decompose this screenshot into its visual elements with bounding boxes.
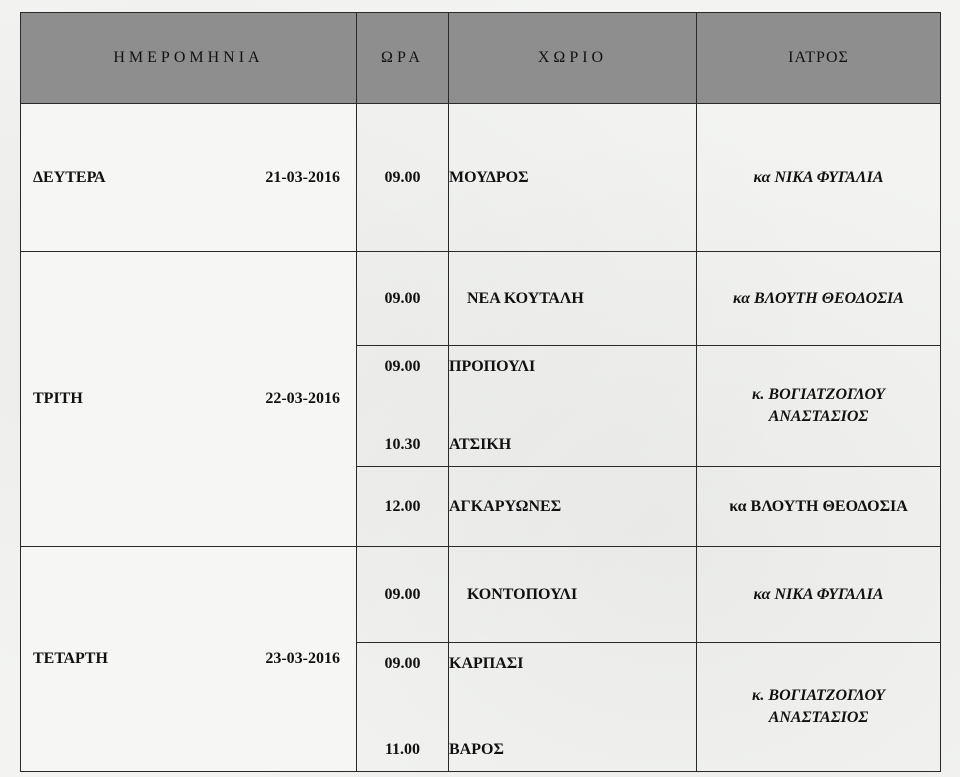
- village-cell: ΜΟΥΔΡΟΣ: [449, 104, 697, 252]
- village-cell: ΑΓΚΑΡΥΩΝΕΣ: [449, 467, 697, 547]
- village-value: ΑΤΣΙΚΗ: [449, 436, 512, 453]
- day-name: ΔΕΥΤΕΡΑ: [33, 168, 106, 186]
- time-value: 09.00: [384, 358, 421, 375]
- date-cell-monday: [21, 104, 357, 252]
- time-value: 11.00: [384, 741, 421, 758]
- day-date: 23-03-2016: [265, 650, 340, 667]
- time-value: 09.00: [384, 655, 421, 672]
- doctor-cell: κα ΝΙΚΑ ΦΥΓΑΛΙΑ: [697, 104, 941, 252]
- doctor-cell: κα ΝΙΚΑ ΦΥΓΑΛΙΑ: [697, 547, 941, 643]
- time-cell-stack: [357, 643, 449, 772]
- doctor-cell: κα ΒΛΟΥΤΗ ΘΕΟΔΟΣΙΑ: [697, 252, 941, 346]
- header-time: ΩΡΑ: [357, 13, 449, 104]
- table-row: [21, 104, 941, 252]
- time-cell-stack: [357, 346, 449, 467]
- header-row: [21, 13, 941, 104]
- village-cell: ΚΟΝΤΟΠΟΥΛΙ: [449, 547, 697, 643]
- village-value: ΒΑΡΟΣ: [449, 741, 504, 758]
- day-name: ΤΕΤΑΡΤΗ: [33, 650, 108, 667]
- schedule-table: [20, 12, 941, 772]
- doctor-cell: [697, 643, 941, 772]
- time-cell: 09.00: [357, 547, 449, 643]
- village-value: ΚΑΡΠΑΣΙ: [449, 655, 524, 672]
- doctor-line: ΑΝΑΣΤΑΣΙΟΣ: [768, 709, 869, 726]
- table-row: [21, 547, 941, 643]
- doctor-line: κ. ΒΟΓΙΑΤΖΟΓΛΟΥ: [751, 687, 886, 704]
- header-date: ΗΜΕΡΟΜΗΝΙΑ: [21, 13, 357, 104]
- time-cell: 12.00: [357, 467, 449, 547]
- time-cell: 09.00: [357, 104, 449, 252]
- header-doctor: ΙΑΤΡΟΣ: [697, 13, 941, 104]
- day-name: ΤΡΙΤΗ: [33, 390, 83, 407]
- table-row: [21, 252, 941, 346]
- doctor-line: κ. ΒΟΓΙΑΤΖΟΓΛΟΥ: [751, 386, 886, 403]
- date-cell-wednesday: [21, 547, 357, 772]
- doctor-line: ΑΝΑΣΤΑΣΙΟΣ: [768, 408, 869, 425]
- village-cell: ΝΕΑ ΚΟΥΤΑΛΗ: [449, 252, 697, 346]
- time-cell: 09.00: [357, 252, 449, 346]
- village-cell-stack: [449, 643, 697, 772]
- time-value: 10.30: [384, 436, 421, 453]
- date-cell-tuesday: [21, 252, 357, 547]
- day-date: 21-03-2016: [265, 168, 340, 186]
- doctor-cell: [697, 346, 941, 467]
- village-cell-stack: [449, 346, 697, 467]
- doctor-cell: κα ΒΛΟΥΤΗ ΘΕΟΔΟΣΙΑ: [697, 467, 941, 547]
- header-village: ΧΩΡΙΟ: [449, 13, 697, 104]
- day-date: 22-03-2016: [265, 390, 340, 407]
- village-value: ΠΡΟΠΟΥΛΙ: [449, 358, 536, 375]
